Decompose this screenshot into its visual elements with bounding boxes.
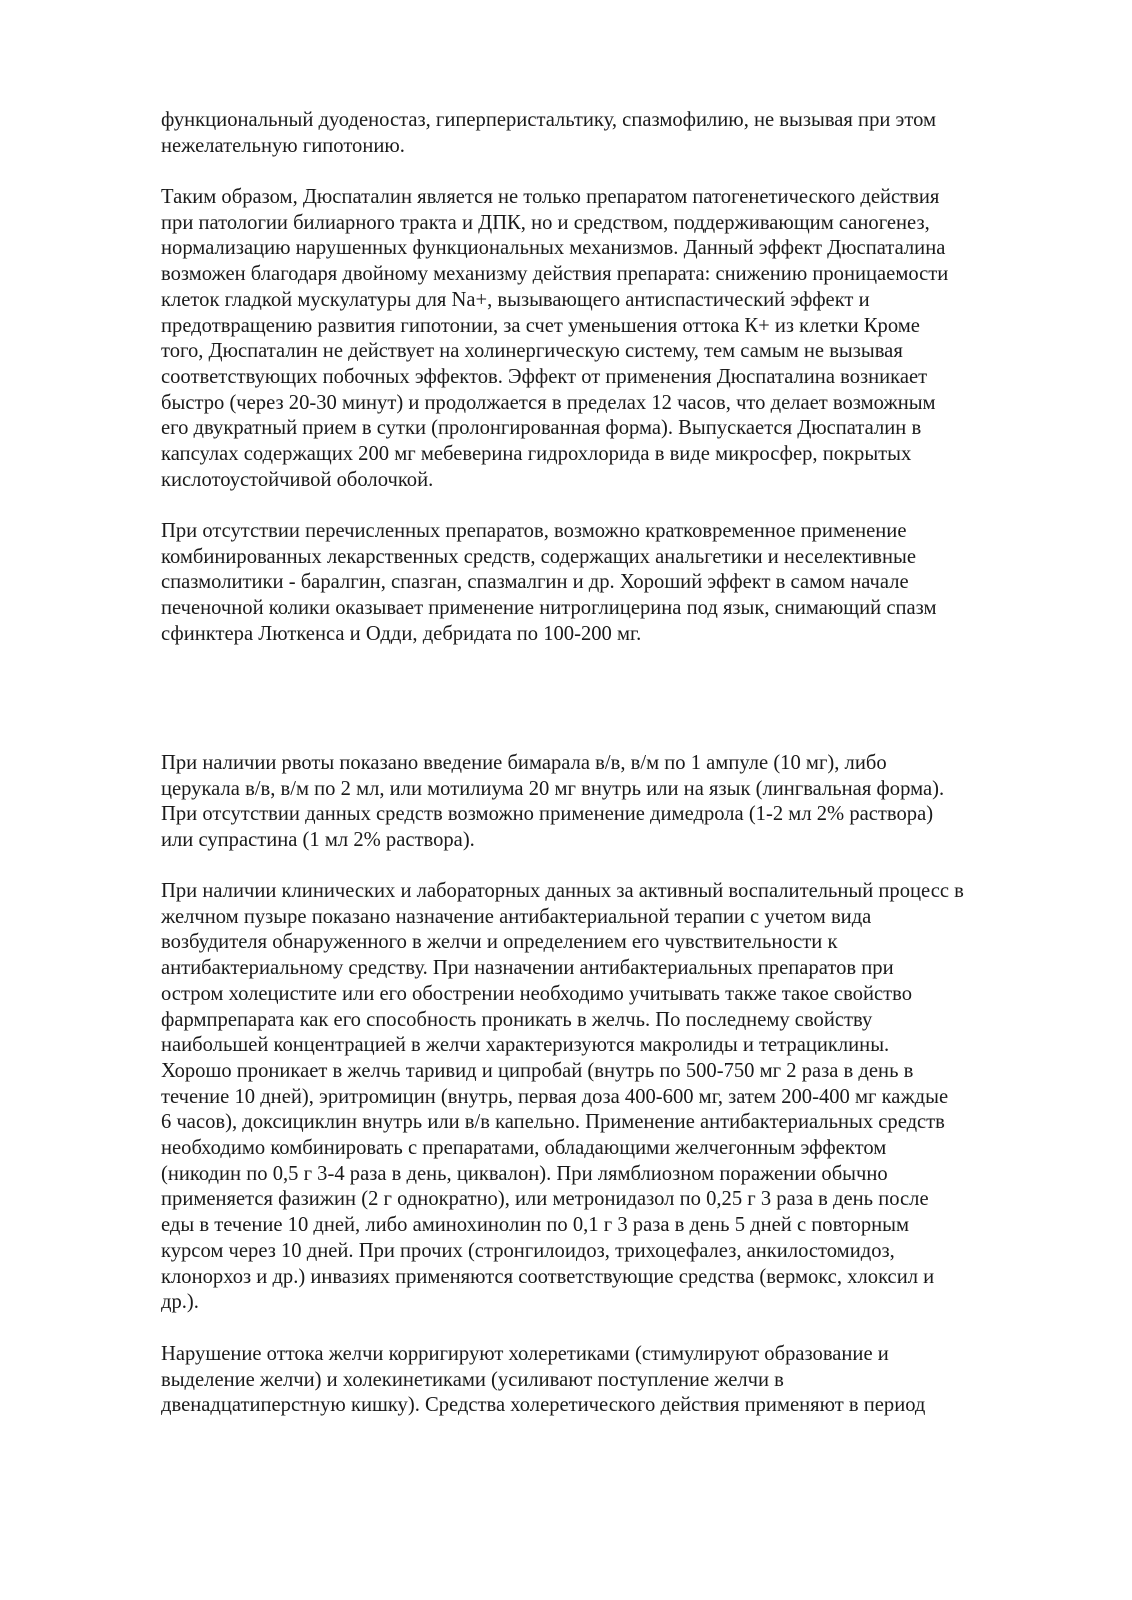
paragraph-choleretics (161, 1342, 1061, 1419)
text-line: курсом через 10 дней. При прочих (стронгилоидоз, трихоцефалез, анкилостомидоз, (161, 1239, 895, 1262)
text-line: возможен благодаря двойному механизму действия препарата: снижению проницаемости (161, 263, 949, 286)
text-line: остром холецистите или его обострении необходимо учитывать также такое свойство (161, 982, 912, 1005)
paragraph-antibacterial (161, 879, 1061, 1316)
text-line: нормализацию нарушенных функциональных механизмов. Данный эффект Дюспаталина (161, 237, 946, 260)
paragraph-duspatalin (161, 185, 1061, 493)
text-line: клонорхоз и др.) инвазиях применяются соответствующие средства (вермокс, хлоксил и (161, 1265, 935, 1288)
text-line: или супрастина (1 мл 2% раствора). (161, 829, 475, 852)
text-line: 6 часов), доксициклин внутрь или в/в капельно. Применение антибактериальных средств (161, 1111, 945, 1134)
text-line: Нарушение оттока желчи корригируют холеретиками (стимулируют образование и (161, 1343, 889, 1365)
text-line: кислотоустойчивой оболочкой. (161, 468, 434, 491)
text-line: спазмолитики - баралгин, спазган, спазмалгин и др. Хороший эффект в самом начале (161, 571, 909, 594)
text-line: клеток гладкой мускулатуры для Na+, вызывающего антиспастический эффект и (161, 288, 870, 311)
text-line: еды в течение 10 дней, либо аминохинолин по 0,1 г 3 раза в день 5 дней с повторным (161, 1214, 910, 1237)
paragraph-duodenostasis (161, 108, 1061, 159)
text-line: применяется фазижин (2 г однократно), или метронидазол по 0,25 г 3 раза в день после (161, 1188, 929, 1211)
text-line: функциональный дуоденостаз, гиперперистальтику, спазмофилию, не вызывая при этом (161, 109, 937, 131)
text-line: При отсутствии данных средств возможно применение димедрола (1-2 мл 2% раствора) (161, 803, 934, 826)
text-line: быстро (через 20-30 минут) и продолжается в пределах 12 часов, что делает возможным (161, 391, 936, 414)
text-line: выделение желчи) и холекинетиками (усиливают поступление желчи в (161, 1368, 784, 1391)
text-line: предотвращению развития гипотонии, за счет уменьшения оттока К+ из клетки Кроме (161, 314, 920, 337)
text-line: двенадцатиперстную кишку). Средства холеретического действия применяют в период (161, 1394, 926, 1417)
text-line: возбудителя обнаруженного в желчи и определением его чувствительности к (161, 931, 838, 954)
text-line: Таким образом, Дюспаталин является не только препаратом патогенетического действия (161, 186, 940, 208)
text-line: нежелательную гипотонию. (161, 134, 405, 157)
text-line: др.). (161, 1291, 199, 1314)
text-line: сфинктера Люткенса и Одди, дебридата по 100-200 мг. (161, 622, 642, 645)
text-line: наибольшей концентрацией в желчи характеризуются макролиды и тетрациклины. (161, 1034, 890, 1057)
text-line: (никодин по 0,5 г 3-4 раза в день, циквалон). При лямблиозном поражении обычно (161, 1162, 888, 1185)
text-line: течение 10 дней), эритромицин (внутрь, первая доза 400-600 мг, затем 200-400 мг каждые (161, 1085, 949, 1108)
text-line: при патологии билиарного тракта и ДПК, но и средством, поддерживающим саногенез, (161, 211, 930, 234)
text-line: необходимо комбинировать с препаратами, обладающими желчегонным эффектом (161, 1137, 887, 1160)
text-line: фармпрепарата как его способность проникать в желчь. По последнему свойству (161, 1008, 873, 1031)
text-line: Хорошо проникает в желчь таривид и ципробай (внутрь по 500-750 мг 2 раза в день в (161, 1059, 914, 1082)
text-line: желчном пузыре показано назначение антибактериальной терапии с учетом вида (161, 905, 872, 928)
text-line: капсулах содержащих 200 мг мебеверина гидрохлорида в виде микросфер, покрытых (161, 443, 912, 466)
text-line: церукала в/в, в/м по 2 мл, или мотилиума 20 мг внутрь или на язык (лингвальная форма). (161, 777, 945, 800)
text-line: При наличии клинических и лабораторных данных за активный воспалительный процесс в (161, 880, 964, 902)
text-line: антибактериальному средству. При назначении антибактериальных препаратов при (161, 957, 894, 980)
text-line: При наличии рвоты показано введение бимарала в/в, в/м по 1 ампуле (10 мг), либо (161, 752, 887, 774)
text-line: соответствующих побочных эффектов. Эффект от применения Дюспаталина возникает (161, 365, 928, 388)
text-line: комбинированных лекарственных средств, содержащих анальгетики и неселективные (161, 545, 917, 568)
text-line: печеночной колики оказывает применение нитроглицерина под язык, снимающий спазм (161, 597, 937, 620)
paragraph-vomiting (161, 751, 1061, 854)
text-line: того, Дюспаталин не действует на холинергическую систему, тем самым не вызывая (161, 340, 903, 363)
text-line: его двукратный прием в сутки (пролонгированная форма). Выпускается Дюспаталин в (161, 417, 922, 440)
paragraph-combined-drugs (161, 519, 1061, 648)
text-line: При отсутствии перечисленных препаратов, возможно кратковременное применение (161, 520, 907, 542)
